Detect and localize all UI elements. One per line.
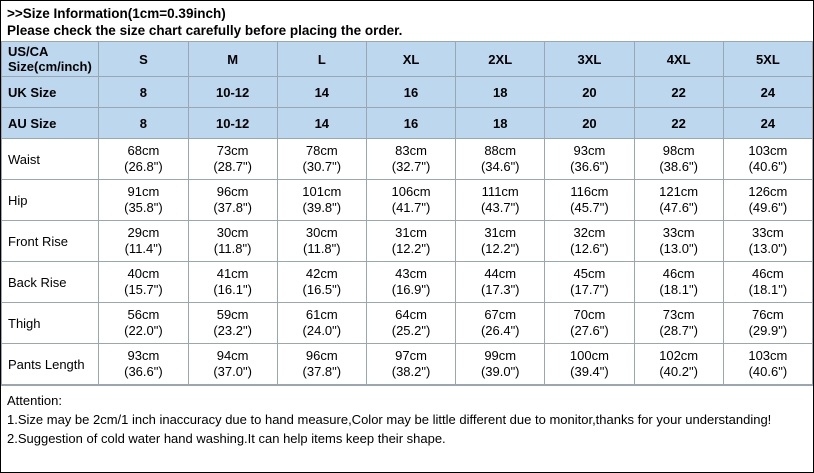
table-row [2,344,813,385]
thigh-3xl-cm: 70cm [573,307,606,322]
front-rise-2xl [456,221,545,262]
au-size-s: 8 [99,108,188,139]
pants-length-5xl-cm: 103cm [748,348,788,363]
thigh-xl-cm: 64cm [395,307,427,322]
pants-length-5xl [723,344,812,385]
waist-m-cm: 73cm [216,143,249,158]
pants-length-xl [366,344,455,385]
thigh-m-inch: (23.2") [213,323,252,338]
thigh-s-cm: 56cm [127,307,160,322]
back-rise-s [99,262,188,303]
waist-5xl-cm: 103cm [748,143,788,158]
uk-size-2xl: 18 [456,77,545,108]
pants-length-4xl-inch: (40.2") [659,364,698,379]
back-rise-4xl-cm: 46cm [662,266,695,281]
table-row [2,180,813,221]
waist-s-inch: (26.8") [124,159,163,174]
pants-length-2xl-cm: 99cm [484,348,517,363]
waist-3xl-cm: 93cm [573,143,606,158]
front-rise-m-cm: 30cm [216,225,249,240]
thigh-4xl-cm: 73cm [662,307,695,322]
pants-length-s-cm: 93cm [127,348,160,363]
waist-s-cm: 68cm [127,143,160,158]
header-au-label: AU Size [2,108,99,139]
thigh-3xl-inch: (27.6") [570,323,609,338]
pants-length-s [99,344,188,385]
table-row [2,139,813,180]
front-rise-l-inch: (11.8") [303,241,341,256]
hip-5xl-inch: (49.6") [748,200,788,215]
table-header-row-au [2,108,813,139]
thigh-2xl-cm: 67cm [484,307,517,322]
back-rise-3xl-cm: 45cm [573,266,606,281]
pants-length-3xl-cm: 100cm [569,348,609,363]
row-label-thigh: Thigh [2,303,99,344]
pants-length-m-inch: (37.0") [213,364,252,379]
waist-xl-cm: 83cm [395,143,427,158]
back-rise-5xl-inch: (18.1") [748,282,788,297]
back-rise-5xl [723,262,812,303]
pants-length-3xl-inch: (39.4") [570,364,609,379]
pants-length-l-inch: (37.8") [302,364,342,379]
front-rise-4xl-inch: (13.0") [659,241,698,256]
uk-size-m: 10-12 [188,77,277,108]
waist-l-inch: (30.7") [302,159,342,174]
thigh-l-cm: 61cm [305,307,338,322]
waist-4xl-inch: (38.6") [659,159,698,174]
waist-xl-inch: (32.7") [391,159,431,174]
size-information-title: >>Size Information(1cm=0.39inch) [7,6,226,21]
size-chart-notice: Please check the size chart carefully before placing the order. [7,23,403,38]
pants-length-5xl-inch: (40.6") [748,364,788,379]
waist-m-inch: (28.7") [213,159,252,174]
back-rise-m-cm: 41cm [216,266,249,281]
pants-length-l-cm: 96cm [305,348,338,363]
uk-size-4xl: 22 [634,77,723,108]
back-rise-l-cm: 42cm [305,266,338,281]
front-rise-xl-inch: (12.2") [391,241,431,256]
uk-size-l: 14 [277,77,366,108]
pants-length-2xl [456,344,545,385]
waist-5xl [723,139,812,180]
header-size-s: S [99,42,188,77]
pants-length-4xl [634,344,723,385]
front-rise-2xl-inch: (12.2") [480,241,520,256]
back-rise-xl-cm: 43cm [395,266,427,281]
waist-l [277,139,366,180]
thigh-4xl [634,303,723,344]
waist-4xl-cm: 98cm [662,143,695,158]
hip-l-cm: 101cm [302,184,342,199]
waist-3xl-inch: (36.6") [570,159,609,174]
header-block [1,1,813,41]
waist-m [188,139,277,180]
uk-size-5xl: 24 [723,77,812,108]
au-size-xl: 16 [366,108,455,139]
attention-note-1: 1.Size may be 2cm/1 inch inaccuracy due to hand measure,Color may be little different due to monitor,thanks for your understanding! [7,412,772,427]
pants-length-l [277,344,366,385]
au-size-2xl: 18 [456,108,545,139]
hip-2xl [456,180,545,221]
waist-2xl-inch: (34.6") [480,159,520,174]
hip-xl [366,180,455,221]
uk-size-s: 8 [99,77,188,108]
thigh-2xl [456,303,545,344]
thigh-4xl-inch: (28.7") [659,323,698,338]
back-rise-5xl-cm: 46cm [751,266,784,281]
header-size-4xl: 4XL [634,42,723,77]
table-header-row-sizes [2,42,813,77]
size-chart-table [1,41,813,385]
attention-note-2: 2.Suggestion of cold water hand washing.It can help items keep their shape. [7,431,446,446]
table-row [2,262,813,303]
thigh-m-cm: 59cm [216,307,249,322]
row-label-waist: Waist [2,139,99,180]
hip-m-cm: 96cm [216,184,249,199]
header-size-5xl: 5XL [723,42,812,77]
hip-s-inch: (35.8") [124,200,163,215]
pants-length-4xl-cm: 102cm [659,348,699,363]
thigh-5xl [723,303,812,344]
hip-3xl-inch: (45.7") [570,200,609,215]
thigh-5xl-inch: (29.9") [748,323,788,338]
au-size-l: 14 [277,108,366,139]
hip-s [99,180,188,221]
back-rise-m [188,262,277,303]
front-rise-l [277,221,366,262]
row-label-hip: Hip [2,180,99,221]
hip-4xl-inch: (47.6") [659,200,698,215]
front-rise-m-inch: (11.8") [213,241,252,256]
back-rise-2xl-inch: (17.3") [480,282,520,297]
hip-4xl [634,180,723,221]
pants-length-2xl-inch: (39.0") [480,364,520,379]
hip-m-inch: (37.8") [213,200,252,215]
pants-length-m [188,344,277,385]
thigh-3xl [545,303,634,344]
au-size-5xl: 24 [723,108,812,139]
front-rise-4xl [634,221,723,262]
front-rise-5xl-cm: 33cm [751,225,784,240]
table-row [2,221,813,262]
front-rise-4xl-cm: 33cm [662,225,695,240]
waist-2xl-cm: 88cm [484,143,517,158]
thigh-xl [366,303,455,344]
back-rise-l [277,262,366,303]
back-rise-2xl [456,262,545,303]
table-header-row-uk [2,77,813,108]
front-rise-3xl-inch: (12.6") [570,241,609,256]
back-rise-4xl-inch: (18.1") [659,282,698,297]
header-size-label: US/CA Size(cm/inch) [2,42,99,77]
front-rise-3xl [545,221,634,262]
hip-5xl [723,180,812,221]
thigh-2xl-inch: (26.4") [480,323,520,338]
front-rise-xl [366,221,455,262]
row-label-front-rise: Front Rise [2,221,99,262]
back-rise-s-inch: (15.7") [124,282,163,297]
hip-l [277,180,366,221]
waist-5xl-inch: (40.6") [748,159,788,174]
hip-2xl-inch: (43.7") [480,200,520,215]
waist-s [99,139,188,180]
header-size-2xl: 2XL [456,42,545,77]
hip-3xl [545,180,634,221]
back-rise-m-inch: (16.1") [213,282,252,297]
front-rise-s [99,221,188,262]
row-label-pants-length: Pants Length [2,344,99,385]
header-size-l: L [277,42,366,77]
waist-l-cm: 78cm [305,143,338,158]
uk-size-xl: 16 [366,77,455,108]
front-rise-5xl [723,221,812,262]
header-size-3xl: 3XL [545,42,634,77]
front-rise-2xl-cm: 31cm [484,225,517,240]
thigh-m [188,303,277,344]
pants-length-xl-inch: (38.2") [391,364,431,379]
pants-length-3xl [545,344,634,385]
hip-s-cm: 91cm [127,184,160,199]
front-rise-l-cm: 30cm [305,225,338,240]
front-rise-s-cm: 29cm [127,225,160,240]
au-size-3xl: 20 [545,108,634,139]
waist-xl [366,139,455,180]
header-size-m: M [188,42,277,77]
thigh-l [277,303,366,344]
thigh-s [99,303,188,344]
header-size-xl: XL [366,42,455,77]
thigh-s-inch: (22.0") [124,323,163,338]
au-size-m: 10-12 [188,108,277,139]
front-rise-5xl-inch: (13.0") [748,241,788,256]
back-rise-3xl [545,262,634,303]
back-rise-l-inch: (16.5") [302,282,342,297]
hip-2xl-cm: 111cm [481,184,519,199]
hip-l-inch: (39.8") [302,200,342,215]
front-rise-xl-cm: 31cm [395,225,427,240]
pants-length-xl-cm: 97cm [395,348,427,363]
back-rise-xl-inch: (16.9") [391,282,431,297]
back-rise-4xl [634,262,723,303]
hip-m [188,180,277,221]
back-rise-xl [366,262,455,303]
table-row [2,303,813,344]
au-size-4xl: 22 [634,108,723,139]
waist-4xl [634,139,723,180]
row-label-back-rise: Back Rise [2,262,99,303]
thigh-xl-inch: (25.2") [391,323,431,338]
back-rise-s-cm: 40cm [127,266,160,281]
front-rise-3xl-cm: 32cm [573,225,606,240]
hip-4xl-cm: 121cm [659,184,699,199]
back-rise-2xl-cm: 44cm [484,266,517,281]
front-rise-m [188,221,277,262]
waist-3xl [545,139,634,180]
hip-3xl-cm: 116cm [570,184,609,199]
thigh-l-inch: (24.0") [302,323,342,338]
pants-length-s-inch: (36.6") [124,364,163,379]
uk-size-3xl: 20 [545,77,634,108]
thigh-5xl-cm: 76cm [751,307,784,322]
pants-length-m-cm: 94cm [216,348,249,363]
hip-xl-inch: (41.7") [391,200,431,215]
hip-xl-cm: 106cm [391,184,431,199]
hip-5xl-cm: 126cm [748,184,788,199]
attention-block [1,385,813,472]
attention-title: Attention: [7,393,62,408]
waist-2xl [456,139,545,180]
front-rise-s-inch: (11.4") [124,241,163,256]
back-rise-3xl-inch: (17.7") [570,282,609,297]
header-uk-label: UK Size [2,77,99,108]
